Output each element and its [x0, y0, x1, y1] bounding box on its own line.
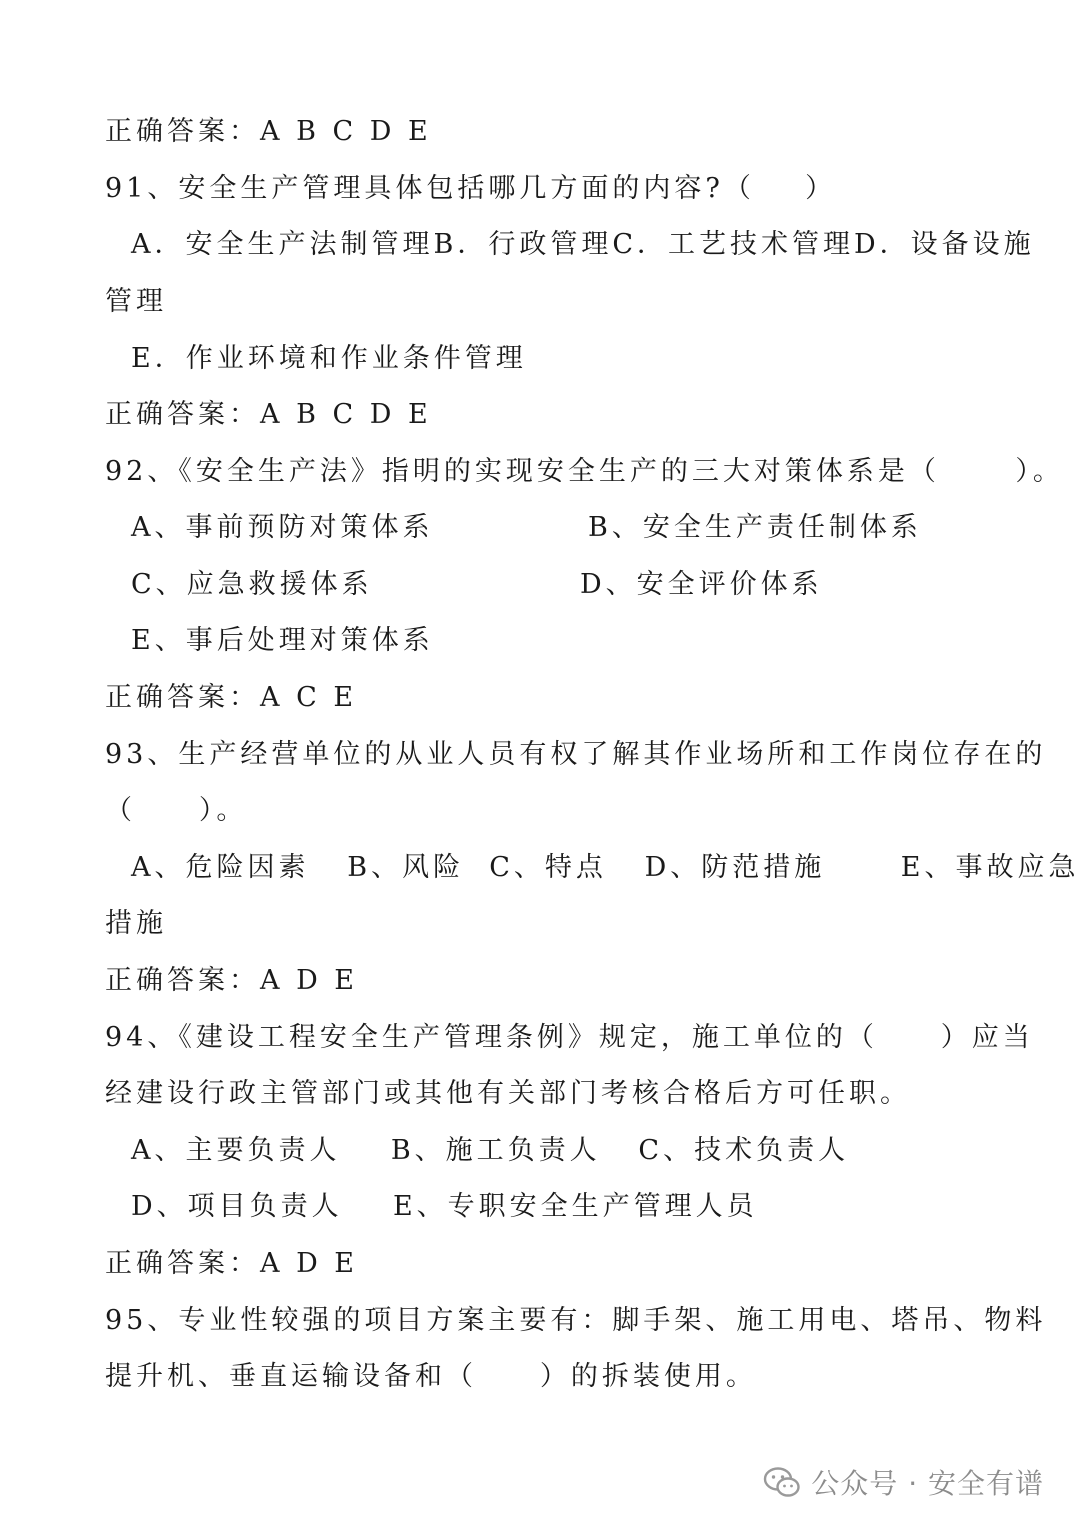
- text-line: 经建设行政主管部门或其他有关部门考核合格后方可任职。: [105, 1078, 911, 1109]
- text-line: 91、安全生产管理具体包括哪几方面的内容?（ ）: [105, 173, 837, 204]
- text-line: 管理: [105, 286, 167, 317]
- text-line: 正确答案：A B C D E: [105, 116, 432, 147]
- watermark-text: 公众号 · 安全有谱: [811, 1467, 1044, 1500]
- text-line: D、项目负责人 E、专职安全生产管理人员: [131, 1191, 758, 1222]
- text-line: 提升机、垂直运输设备和（ ）的拆装使用。: [105, 1361, 757, 1392]
- text-line: A、危险因素 B、风险 C、特点 D、防范措施 E、事故应急: [131, 852, 1080, 883]
- text-line: E、事后处理对策体系: [131, 625, 434, 656]
- text-line: 95、专业性较强的项目方案主要有：脚手架、施工用电、塔吊、物料: [105, 1305, 1047, 1336]
- text-line: 正确答案：A D E: [105, 1248, 359, 1279]
- text-line: 93、生产经营单位的从业人员有权了解其作业场所和工作岗位存在的: [105, 739, 1047, 770]
- text-line: C、应急救援体系: [131, 569, 373, 600]
- text-line: （ ）。: [105, 795, 248, 826]
- text-line: E．作业环境和作业条件管理: [131, 343, 527, 374]
- text-line: 措施: [105, 908, 167, 939]
- text-line: A．安全生产法制管理B．行政管理C．工艺技术管理D．设备设施: [131, 229, 1035, 260]
- wechat-icon: [763, 1466, 801, 1498]
- text-line: A、主要负责人 B、施工负责人 C、技术负责人: [131, 1135, 850, 1166]
- text-line: 94、《建设工程安全生产管理条例》规定，施工单位的（ ）应当: [105, 1022, 1034, 1053]
- text-line: D、安全评价体系: [580, 569, 823, 600]
- text-line: 正确答案：A C E: [105, 682, 358, 713]
- text-line: 92、《安全生产法》指明的实现安全生产的三大对策体系是（ ）。: [105, 456, 1064, 487]
- text-line: 正确答案：A B C D E: [105, 399, 432, 430]
- text-line: B、安全生产责任制体系: [588, 512, 922, 543]
- watermark: [763, 1462, 1044, 1502]
- text-line: 正确答案：A D E: [105, 965, 359, 996]
- text-line: A、事前预防对策体系: [131, 512, 434, 543]
